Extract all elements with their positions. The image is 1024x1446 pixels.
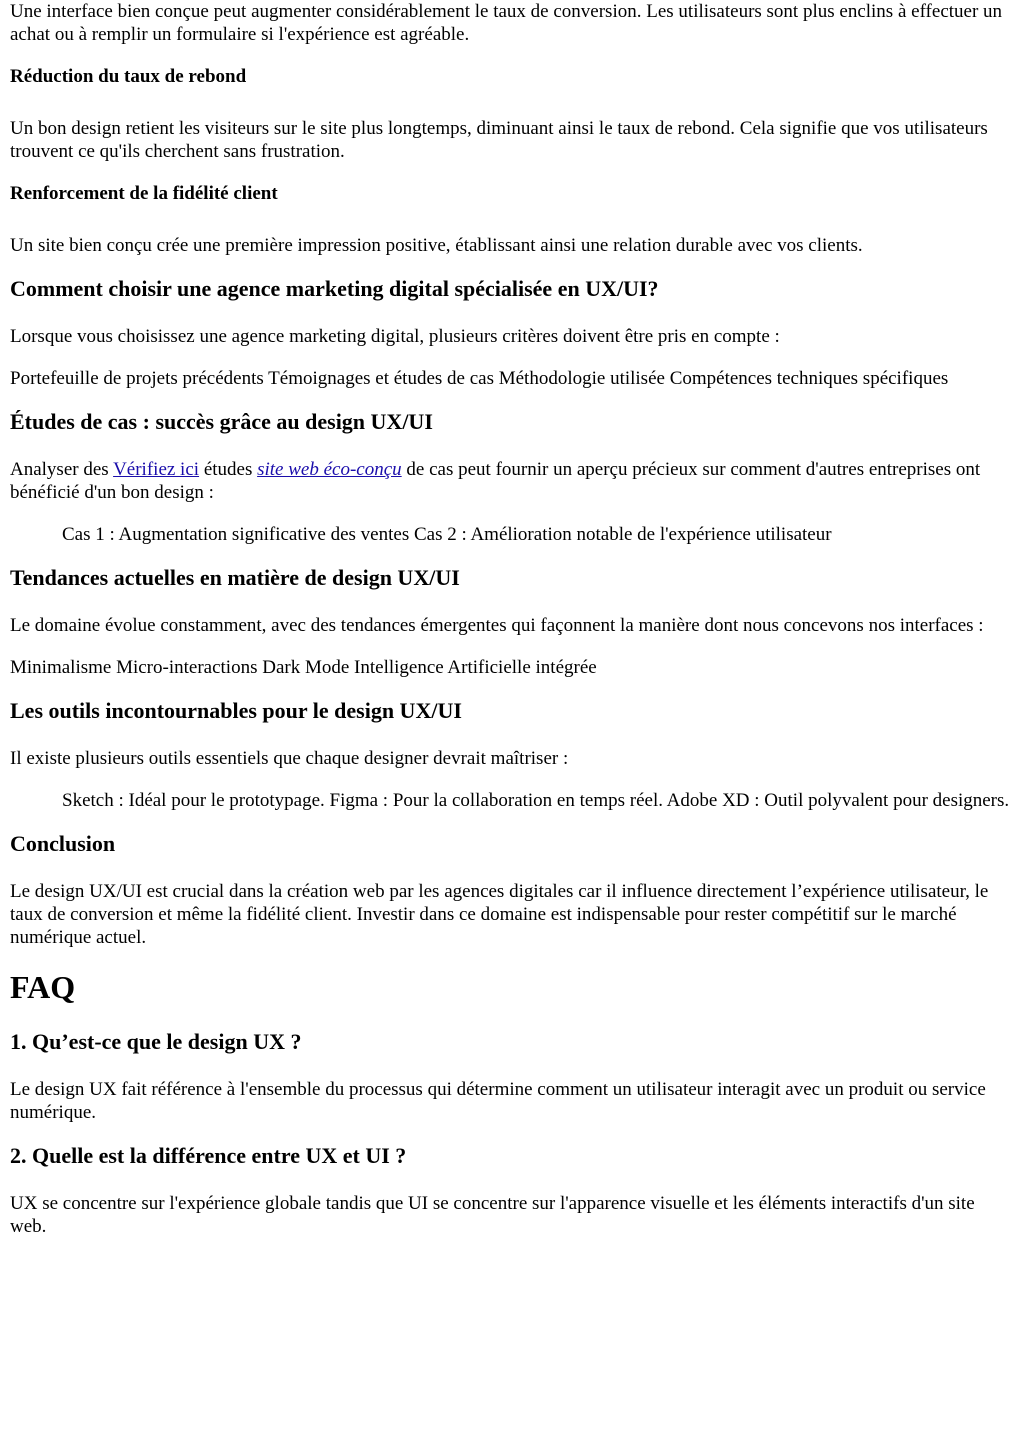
- faq-answer: UX se concentre sur l'expérience globale tandis que UI se concentre sur l'apparence visuelle et les éléments interactifs d'un site web.: [10, 1193, 975, 1237]
- etudes-heading: Études de cas : succès grâce au design UX/UI: [10, 409, 433, 434]
- fidelite-paragraph: Un site bien conçu crée une première impression positive, établissant ainsi une relation durable avec vos clients.: [10, 235, 863, 256]
- etudes-cases: Cas 1 : Augmentation significative des ventes Cas 2 : Amélioration notable de l'expérience utilisateur: [62, 524, 832, 545]
- verifiez-ici-link[interactable]: Vérifiez ici: [113, 459, 200, 480]
- etudes-paragraph: [10, 458, 1014, 504]
- outils-heading: Les outils incontournables pour le design UX/UI: [10, 698, 462, 723]
- faq-heading: FAQ: [10, 969, 76, 1005]
- tendances-list: Minimalisme Micro-interactions Dark Mode Intelligence Artificielle intégrée: [10, 657, 597, 678]
- conclusion-heading: Conclusion: [10, 831, 116, 856]
- fidelite-heading: Renforcement de la fidélité client: [10, 183, 278, 204]
- faq-question: 1. Qu’est-ce que le design UX ?: [10, 1029, 302, 1054]
- etudes-text-part3: de cas peut fournir un aperçu précieux sur comment d'autres entreprises ont bénéficié d'un bon design :: [10, 459, 981, 503]
- conversion-paragraph: Une interface bien conçue peut augmenter considérablement le taux de conversion. Les utilisateurs sont plus enclins à effectuer un achat ou à remplir un formulaire si l'expérience est agréable.: [10, 1, 1003, 45]
- conclusion-paragraph: Le design UX/UI est crucial dans la création web par les agences digitales car il influence directement l’expérience utilisateur, le taux de conversion et même la fidélité client. Investir dans ce domaine est indispensable pour rester compétitif sur le marché numérique actuel.: [10, 881, 989, 948]
- agence-intro: Lorsque vous choisissez une agence marketing digital, plusieurs critères doivent être pris en compte :: [10, 326, 780, 347]
- tendances-intro: Le domaine évolue constamment, avec des tendances émergentes qui façonnent la manière dont nous concevons nos interfaces :: [10, 615, 984, 636]
- outils-intro: Il existe plusieurs outils essentiels que chaque designer devrait maîtriser :: [10, 748, 569, 769]
- etudes-text-part2: études: [199, 459, 258, 480]
- agence-criteria: Portefeuille de projets précédents Témoignages et études de cas Méthodologie utilisée Compétences techniques spécifiques: [10, 368, 949, 389]
- rebond-paragraph: Un bon design retient les visiteurs sur le site plus longtemps, diminuant ainsi le taux de rebond. Cela signifie que vos utilisateurs trouvent ce qu'ils cherchent sans frustration.: [10, 118, 988, 162]
- rebond-heading: Réduction du taux de rebond: [10, 66, 247, 87]
- agence-heading: Comment choisir une agence marketing digital spécialisée en UX/UI?: [10, 276, 659, 301]
- etudes-text-part1: Analyser des: [10, 459, 114, 480]
- faq-answer: Le design UX fait référence à l'ensemble du processus qui détermine comment un utilisateur interagit avec un produit ou service numérique.: [10, 1079, 986, 1123]
- site-eco-concu-link[interactable]: site web éco-conçu: [257, 459, 402, 480]
- tendances-heading: Tendances actuelles en matière de design UX/UI: [10, 565, 460, 590]
- outils-list: Sketch : Idéal pour le prototypage. Figma : Pour la collaboration en temps réel. Adobe XD : Outil polyvalent pour designers.: [62, 790, 1010, 811]
- faq-question: 2. Quelle est la différence entre UX et UI ?: [10, 1143, 407, 1168]
